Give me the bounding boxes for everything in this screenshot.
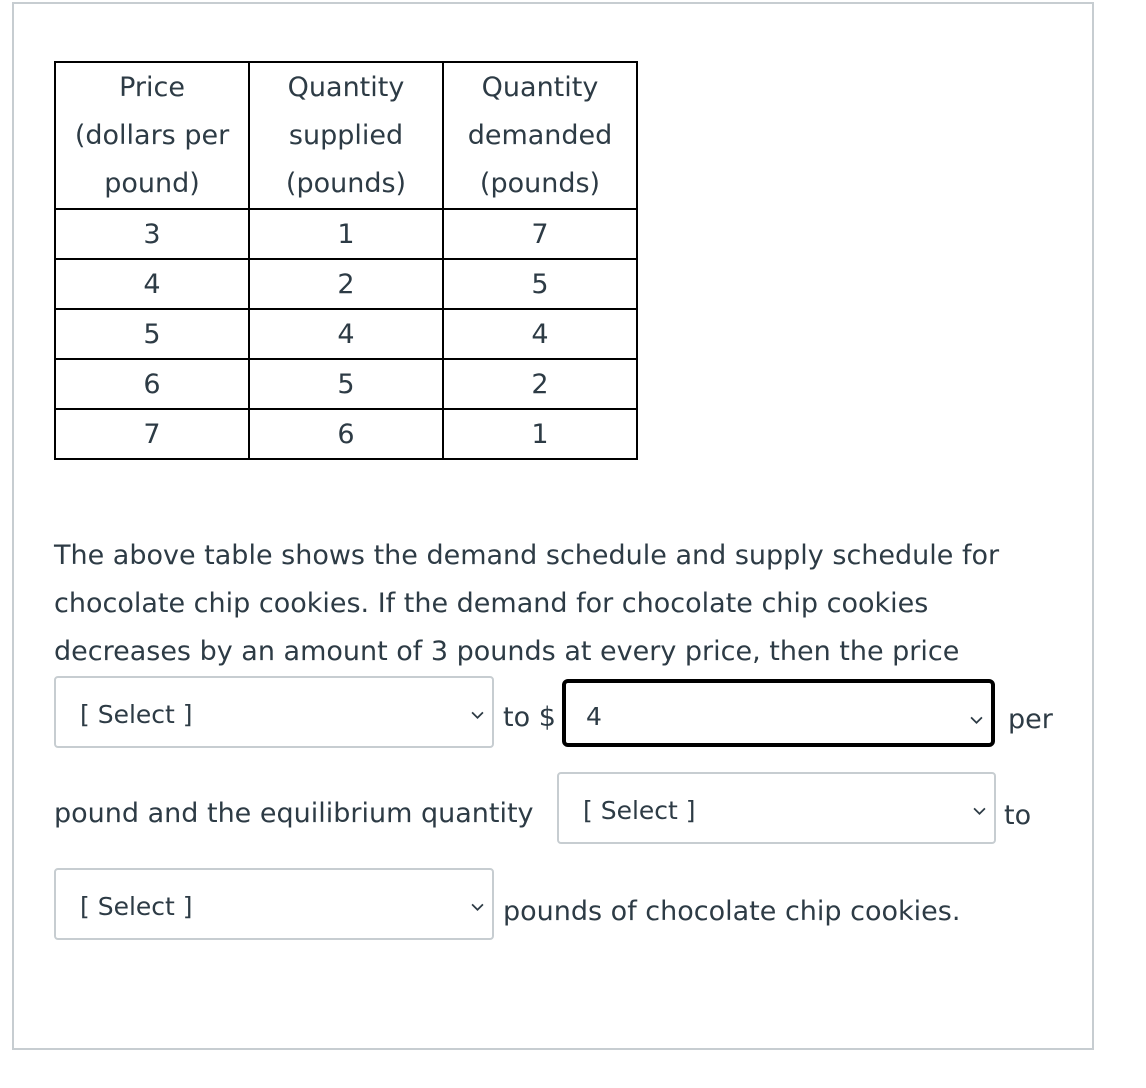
per-label: per <box>1008 704 1053 735</box>
cell-price: 3 <box>55 209 249 259</box>
cell-demanded: 4 <box>443 309 637 359</box>
chevron-down-icon <box>973 804 986 817</box>
cell-supplied: 1 <box>249 209 443 259</box>
select-value: 4 <box>586 702 602 731</box>
header-price: Price (dollars per pound) <box>55 62 249 209</box>
pound-and-label: pound and the equilibrium quantity <box>54 798 534 829</box>
select-value: [ Select ] <box>80 892 193 921</box>
cell-demanded: 7 <box>443 209 637 259</box>
question-text <box>54 532 1064 676</box>
cell-demanded: 5 <box>443 259 637 309</box>
cell-supplied: 6 <box>249 409 443 459</box>
cell-supplied: 5 <box>249 359 443 409</box>
header-quantity-supplied: Quantity supplied (pounds) <box>249 62 443 209</box>
table-row <box>55 409 637 459</box>
pounds-of-label: pounds of chocolate chip cookies. <box>503 896 961 927</box>
select-value: [ Select ] <box>80 700 193 729</box>
chevron-down-icon <box>471 708 484 721</box>
header-quantity-demanded: Quantity demanded (pounds) <box>443 62 637 209</box>
to-dollar-label: to $ <box>503 702 556 733</box>
cell-supplied: 4 <box>249 309 443 359</box>
cell-demanded: 2 <box>443 359 637 409</box>
question-line-1: The above table shows the demand schedule and supply schedule for <box>54 540 1000 571</box>
chevron-down-icon <box>970 713 983 726</box>
to-label: to <box>1004 800 1032 831</box>
select-value: [ Select ] <box>583 796 696 825</box>
table-row <box>55 309 637 359</box>
question-line-2: chocolate chip cookies. If the demand for chocolate chip cookies <box>54 588 929 619</box>
table-header-row <box>55 62 637 209</box>
cell-price: 7 <box>55 409 249 459</box>
supply-demand-table <box>54 61 638 460</box>
price-direction-select[interactable] <box>54 676 494 748</box>
cell-supplied: 2 <box>249 259 443 309</box>
table-row <box>55 259 637 309</box>
question-line-3: decreases by an amount of 3 pounds at every price, then the price <box>54 636 960 667</box>
cell-price: 5 <box>55 309 249 359</box>
price-value-select[interactable] <box>562 679 995 747</box>
table-row <box>55 359 637 409</box>
cell-price: 4 <box>55 259 249 309</box>
table-row <box>55 209 637 259</box>
quantity-value-select[interactable] <box>54 868 494 940</box>
cell-price: 6 <box>55 359 249 409</box>
quantity-direction-select[interactable] <box>557 772 996 844</box>
cell-demanded: 1 <box>443 409 637 459</box>
chevron-down-icon <box>471 900 484 913</box>
